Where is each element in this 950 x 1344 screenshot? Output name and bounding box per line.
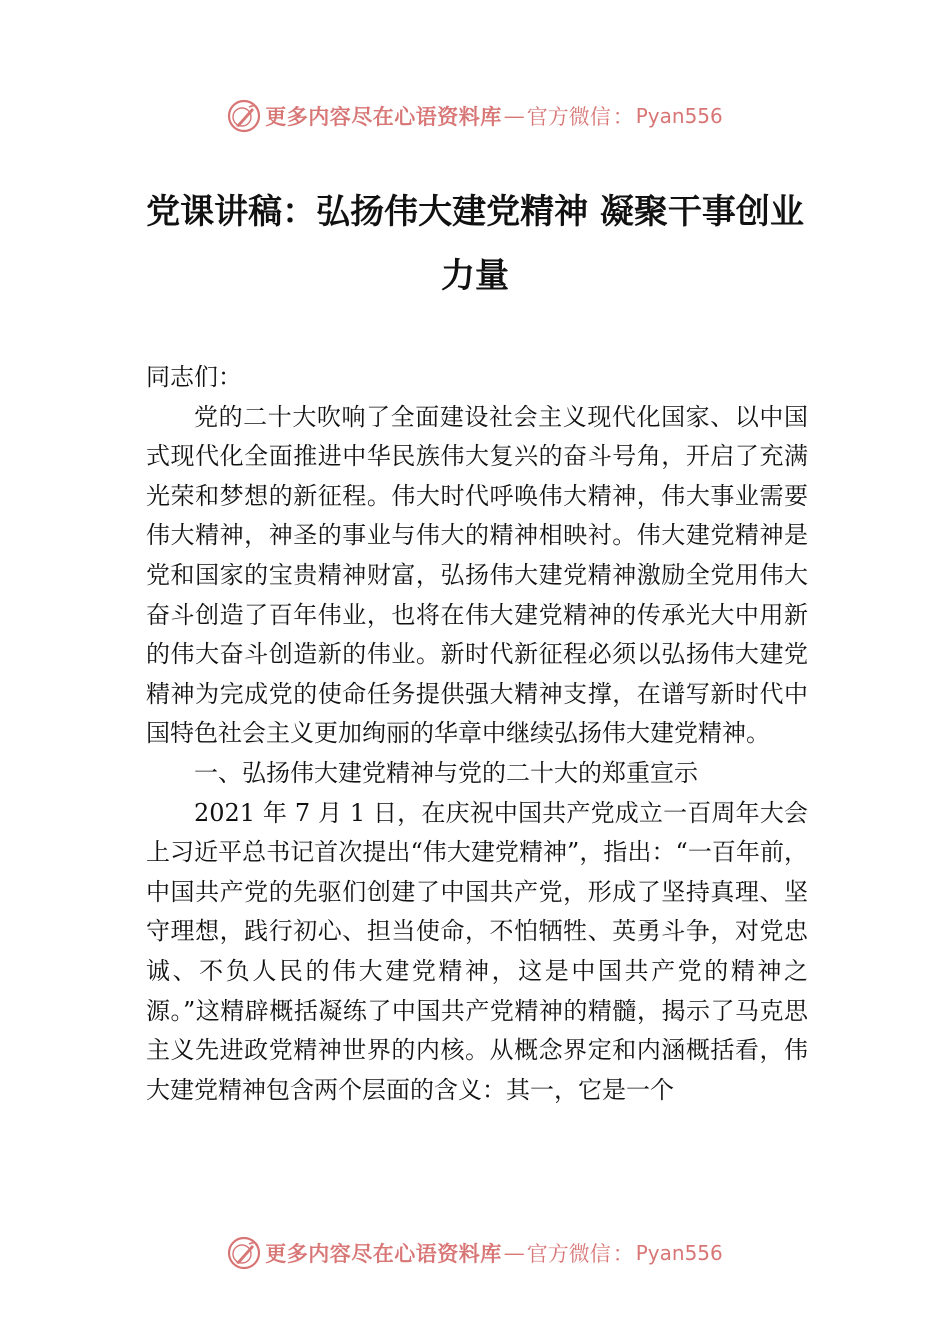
body-paragraph: 党的二十大吹响了全面建设社会主义现代化国家、以中国式现代化全面推进中华民族伟大复兴的奋斗号角，开启了充满光荣和梦想的新征程。伟大时代呼唤伟大精神，伟大事业需要伟大精神，神圣的事业与伟大的精神相映衬。伟大建党精神是党和国家的宝贵精神财富，弘扬伟大建党精神激励全党用伟大奋斗创造了百年伟业，也将在伟大建党精神的传承光大中用新的伟大奋斗创造新的伟业。新时代新征程必须以弘扬伟大建党精神为完成党的使命任务提供强大精神支撑，在谱写新时代中国特色社会主义更加绚丽的华章中继续弘扬伟大建党精神。 (146, 402, 808, 748)
salutation: 同志们： (146, 363, 242, 391)
watermark-separator: ： (612, 105, 634, 129)
watermark-separator: ： (612, 1242, 634, 1266)
watermark-label: 官方微信 (526, 1242, 611, 1266)
body-paragraph: 2021 年 7 月 1 日，在庆祝中国共产党成立一百周年大会上习近平总书记首次提出“伟大建党精神”，指出：“一百年前，中国共产党的先驱们创建了中国共产党，形成了坚持真理、坚守理想，践行初心、担当使命，不怕牺牲、英勇斗争，对党忠诚、不负人民的伟大建党精神，这是中国共产党的精神之源。”这精辟概括凝练了中国共产党精神的精髓，揭示了马克思主义先进政党精神世界的内核。从概念界定和内涵概括看，伟大建党精神包含两个层面的含义：其一，它是一个 (146, 798, 808, 1104)
watermark-wechat-id: Pyan556 (635, 1241, 723, 1265)
watermark-brand: 更多内容尽在心语资料库 (265, 1241, 502, 1266)
watermark-dash: — (503, 1241, 525, 1265)
watermark-dash: — (503, 104, 525, 128)
document-body (146, 358, 808, 1110)
document-title: 党课讲稿：弘扬伟大建党精神 凝聚干事创业力量 (146, 192, 804, 296)
quill-logo-icon (227, 99, 261, 133)
watermark-wechat-id: Pyan556 (635, 104, 723, 128)
watermark-header (0, 96, 950, 136)
watermark-footer (0, 1233, 950, 1273)
section-heading: 一、弘扬伟大建党精神与党的二十大的郑重宣示 (194, 758, 698, 787)
quill-logo-icon (227, 1236, 261, 1270)
watermark-label: 官方微信 (526, 105, 611, 129)
watermark-brand: 更多内容尽在心语资料库 (265, 104, 502, 129)
